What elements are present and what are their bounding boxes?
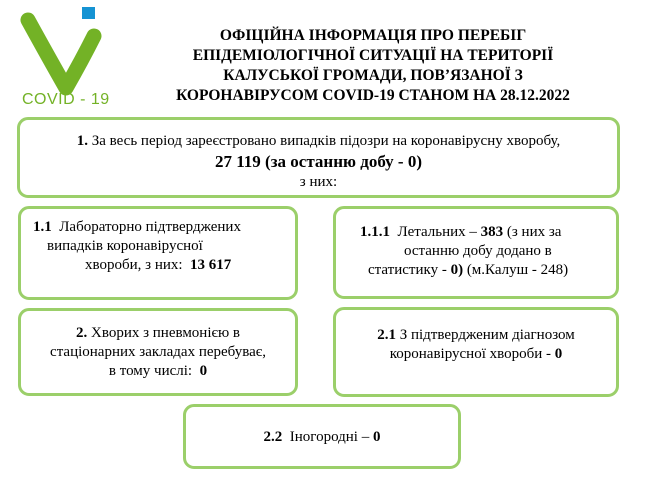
section-number: 1.1.1 — [360, 224, 390, 240]
lab-confirmed-text: випадків коронавірусної — [47, 238, 203, 254]
title-line: ЕПІДЕМІОЛОГІЧНОЇ СИТУАЦІЇ НА ТЕРИТОРІЇ — [192, 47, 554, 64]
confirmed-diagnosis-text: коронавірусної хвороби - — [389, 346, 555, 362]
total-suspected-text: За весь період зареєстровано випадків підозри на коронавірусну хворобу, — [87, 133, 561, 149]
fatal-cases-text: Летальних – — [390, 224, 481, 240]
of-them-label: з них: — [299, 174, 338, 190]
fatal-cases-text: останню добу додано в — [404, 243, 552, 259]
fatal-cases-text: (з них за — [503, 224, 562, 240]
pneumonia-text: Хворих з пневмонією в — [87, 325, 240, 341]
pneumonia-text: в тому числі: — [108, 363, 200, 379]
section-number: 2. — [76, 325, 88, 341]
lab-confirmed-text: Лабораторно підтверджених — [51, 219, 241, 235]
pneumonia-text: стаціонарних закладах перебуває, — [50, 344, 266, 360]
logo-text: COVID - 19 — [22, 91, 110, 108]
confirmed-diagnosis-value: 0 — [554, 346, 563, 362]
fatal-cases-value: 383 — [480, 224, 504, 240]
section-number: 2.2 — [263, 429, 283, 445]
lab-confirmed-text: хвороби, з них: — [85, 257, 191, 273]
section-number: 1. — [76, 133, 88, 149]
pneumonia-value: 0 — [199, 363, 208, 379]
fatal-cases-text: (м.Калуш - 248) — [463, 262, 569, 278]
confirmed-diagnosis-box — [333, 307, 619, 397]
section-number: 1.1 — [33, 219, 52, 235]
lab-confirmed-box — [18, 206, 298, 300]
page-title — [118, 26, 628, 106]
section-number: 2.1 — [377, 327, 396, 343]
total-suspected-box — [17, 117, 620, 198]
title-line: КАЛУСЬКОЇ ГРОМАДИ, ПОВ’ЯЗАНОЇ З — [223, 67, 523, 84]
lab-confirmed-value: 13 617 — [190, 257, 232, 273]
nonresidents-box — [183, 404, 461, 469]
nonresidents-value: 0 — [372, 429, 381, 445]
fatal-cases-box — [333, 206, 619, 299]
confirmed-diagnosis-text: З підтвердженим діагнозом — [395, 327, 575, 343]
fatal-cases-day-value: 0) — [450, 262, 464, 278]
title-line: КОРОНАВІРУСОМ COVID-19 СТАНОМ НА 28.12.2022 — [176, 87, 570, 104]
title-line: ОФІЦІЙНА ІНФОРМАЦІЯ ПРО ПЕРЕБІГ — [219, 27, 527, 44]
fatal-cases-text: статистику - — [368, 262, 451, 278]
total-suspected-value: 27 119 (за останню добу - 0) — [214, 152, 422, 171]
pneumonia-box — [18, 308, 298, 396]
nonresidents-text: Іногородні – — [282, 429, 373, 445]
